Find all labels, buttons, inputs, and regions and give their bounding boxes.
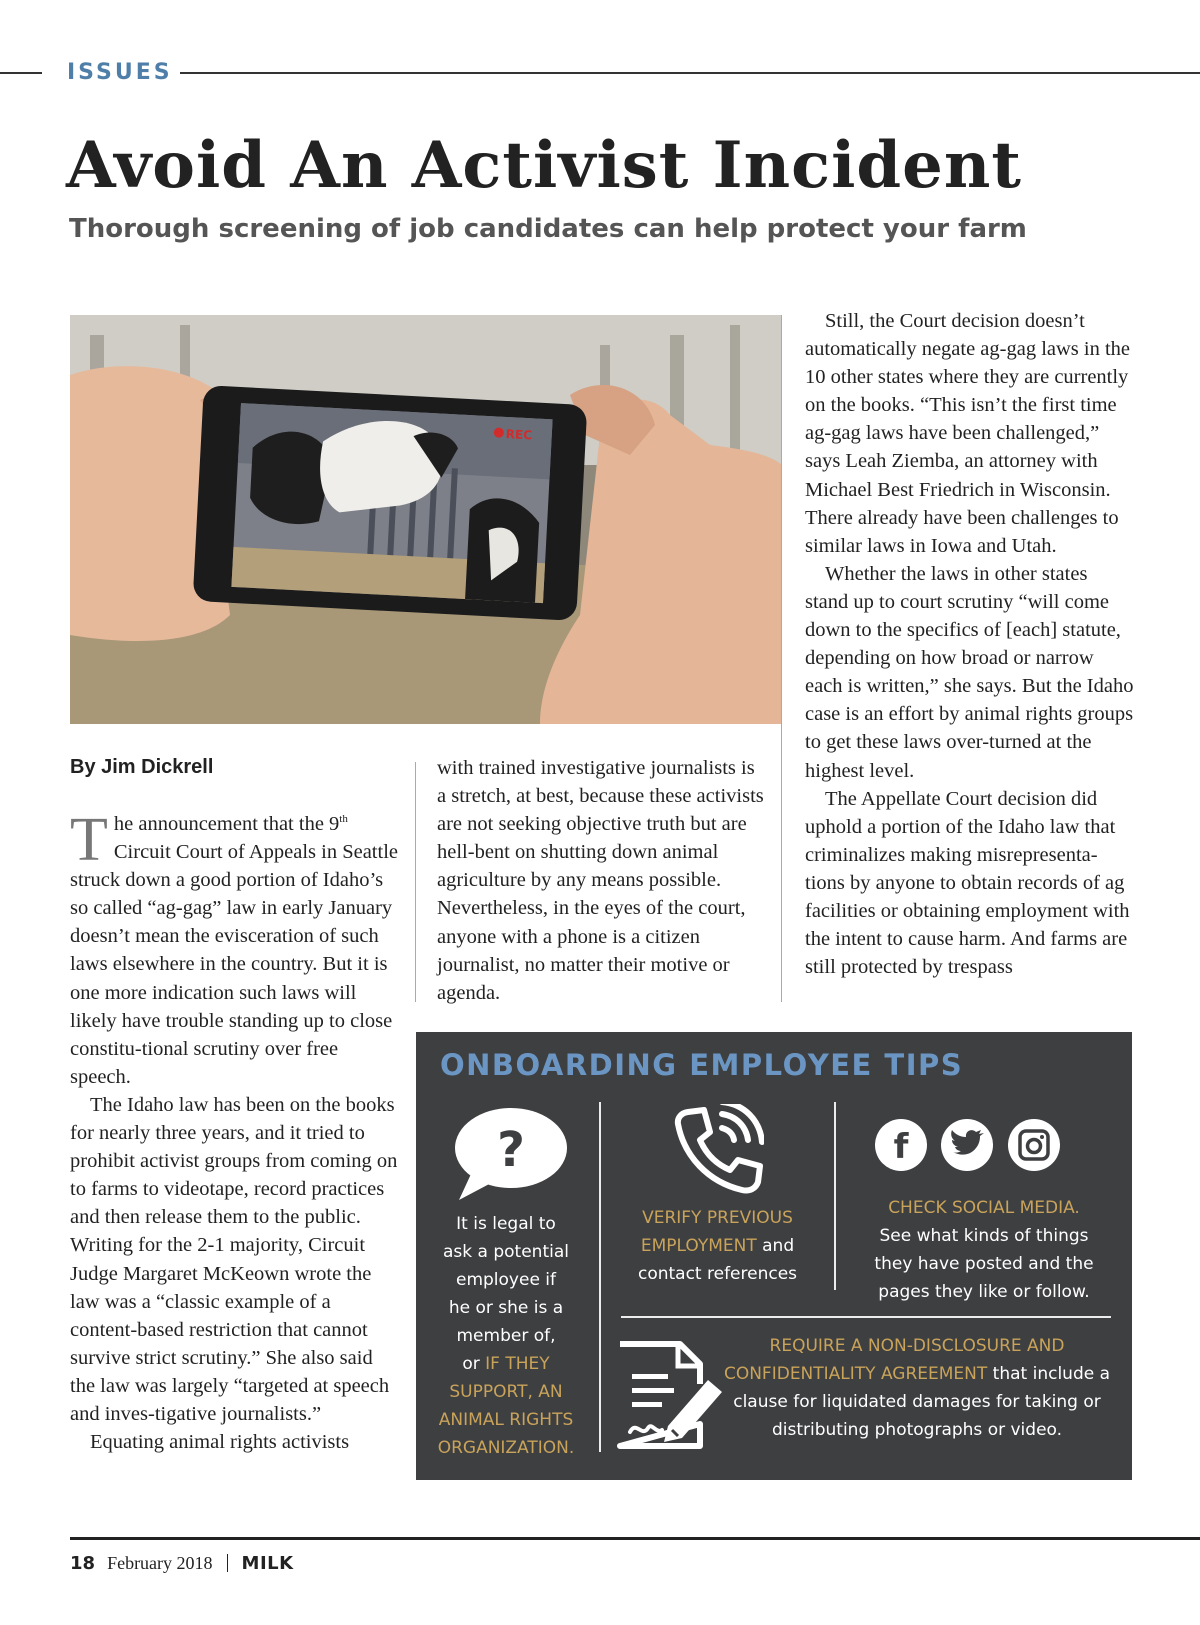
footer-separator <box>227 1554 228 1572</box>
tip-line: VERIFY PREVIOUS <box>642 1208 793 1228</box>
tip-line: CHECK SOCIAL MEDIA. <box>888 1198 1080 1218</box>
tip-line: he or she is a <box>448 1298 564 1318</box>
twitter-icon <box>940 1118 994 1172</box>
tip-line: ORGANIZATION. <box>437 1438 575 1458</box>
tip-line <box>601 1232 834 1260</box>
rec-label: REC <box>505 426 533 443</box>
tip-line: REQUIRE A NON-DISCLOSURE AND <box>769 1336 1065 1356</box>
tip-legal-to-ask <box>416 1210 596 1462</box>
magazine-logo: MILK <box>241 1553 294 1574</box>
byline: By Jim Dickrell <box>70 756 214 778</box>
paragraph: Whether the laws in other states stand up to court scrutiny “will come down to the specifics of [each] statute, depending on how broad or narrow each is written,” she says. But the Idaho case is an effort by animal rights groups to get these laws over-turned at the highest level. <box>805 562 1134 782</box>
text-span: he announcement that the 9 <box>113 813 340 835</box>
paragraph: Still, the Court decision doesn’t automatically negate ag-gag laws in the 10 other states where they are currently on the books. “This isn’t the first time ag-gag laws have been challenged,” says Leah Ziemba, an attorney with Michael Best Friedrich in Wisconsin. There already have been challenges to similar laws in Iowa and Utah. <box>805 310 1131 557</box>
tips-title: ONBOARDING EMPLOYEE TIPS <box>440 1048 964 1082</box>
tip-line: member of, <box>456 1326 556 1346</box>
paragraph: with trained investigative journalists is a stretch, at best, because these activists are not seeking objective truth but are hell-bent on shutting down animal agriculture by any means possible. Nevertheless, in the eyes of the court, anyone with a phone is a citizen journalist, no matter their motive or agenda. <box>437 757 764 1004</box>
page-number: 18 <box>70 1553 96 1574</box>
tip-line: employee if <box>455 1270 557 1290</box>
article-subtitle: Thorough screening of job candidates can help protect your farm <box>69 214 1027 244</box>
tip-verify-employment <box>601 1204 834 1288</box>
tip-line: SUPPORT, AN <box>449 1382 563 1402</box>
tips-divider <box>621 1316 1111 1318</box>
onboarding-tips-box <box>416 1032 1132 1480</box>
text-span: Circuit Court of Appeals in Seattle struck down a good portion of Idaho’s so called “ag-gag” law in early January doesn’t mean the evisceration of such laws elsewhere in the country. But it is one more indication such laws will likely have trouble standing up to close constitu-tional scrutiny over free speech. <box>70 841 398 1088</box>
article-column-2 <box>437 754 767 1007</box>
issue-date: February 2018 <box>107 1553 213 1573</box>
paragraph <box>70 806 400 1091</box>
column-divider-2 <box>781 315 782 1002</box>
column-divider-1 <box>415 762 416 1002</box>
signed-document-icon <box>614 1338 730 1452</box>
phone-call-icon <box>674 1104 764 1194</box>
article-photo <box>70 315 782 724</box>
paragraph: The Appellate Court decision did uphold a portion of the Idaho law that criminalizes making misrepresenta-tions by anyone to obtain records of ag facilities or obtaining employment with the intent to cause harm. And farms are still protected by trespass <box>805 787 1130 979</box>
tip-line: See what kinds of things <box>879 1226 1089 1246</box>
instagram-icon <box>1007 1118 1061 1172</box>
tip-line: ANIMAL RIGHTS <box>438 1410 574 1430</box>
tip-line <box>416 1350 596 1378</box>
tip-line: contact references <box>637 1264 798 1284</box>
tip-line <box>722 1360 1112 1388</box>
text-span: and <box>756 1236 795 1256</box>
tip-check-social-media <box>836 1194 1132 1306</box>
tip-line: It is legal to <box>456 1214 556 1234</box>
article-title: Avoid An Activist Incident <box>66 128 1022 203</box>
facebook-icon <box>874 1118 928 1172</box>
facebook-glyph: f <box>893 1127 909 1167</box>
section-rule-left <box>0 72 42 74</box>
tip-line: distributing photographs or video. <box>771 1420 1063 1440</box>
footer-rule <box>70 1537 1200 1540</box>
text-span: or <box>462 1354 486 1374</box>
tip-line: pages they like or follow. <box>878 1282 1090 1302</box>
superscript: th <box>339 813 348 826</box>
section-rule-right <box>180 72 1200 74</box>
tip-line: they have posted and the <box>874 1254 1094 1274</box>
paragraph: Equating animal rights activists <box>90 1431 350 1454</box>
question-mark: ? <box>497 1122 525 1178</box>
section-label: ISSUES <box>67 60 173 85</box>
text-span: that include a <box>987 1364 1111 1384</box>
drop-cap: T <box>70 806 108 874</box>
highlight-text: IF THEY <box>485 1354 550 1374</box>
article-column-3 <box>805 307 1135 981</box>
paragraph: The Idaho law has been on the books for nearly three years, and it tried to prohibit activist groups from coming on to farms to videotape, record practices and then release them to the public. Writing for the 2-1 majority, Circuit Judge Margaret McKeown wrote the law was a “classic example of a content-based restriction that cannot survive strict scrutiny.” She also said the law was largely “targeted at speech and inves-tigative journalists.” <box>70 1093 398 1425</box>
article-column-1 <box>70 806 400 1456</box>
page-footer <box>70 1553 294 1574</box>
tip-non-disclosure-agreement <box>722 1332 1112 1444</box>
tip-line: clause for liquidated damages for taking or <box>733 1392 1101 1412</box>
highlight-text: EMPLOYMENT <box>640 1236 757 1256</box>
speech-bubble-question-icon <box>449 1104 569 1204</box>
highlight-text: CONFIDENTIALITY AGREEMENT <box>723 1364 988 1384</box>
tip-line: ask a potential <box>443 1242 569 1262</box>
